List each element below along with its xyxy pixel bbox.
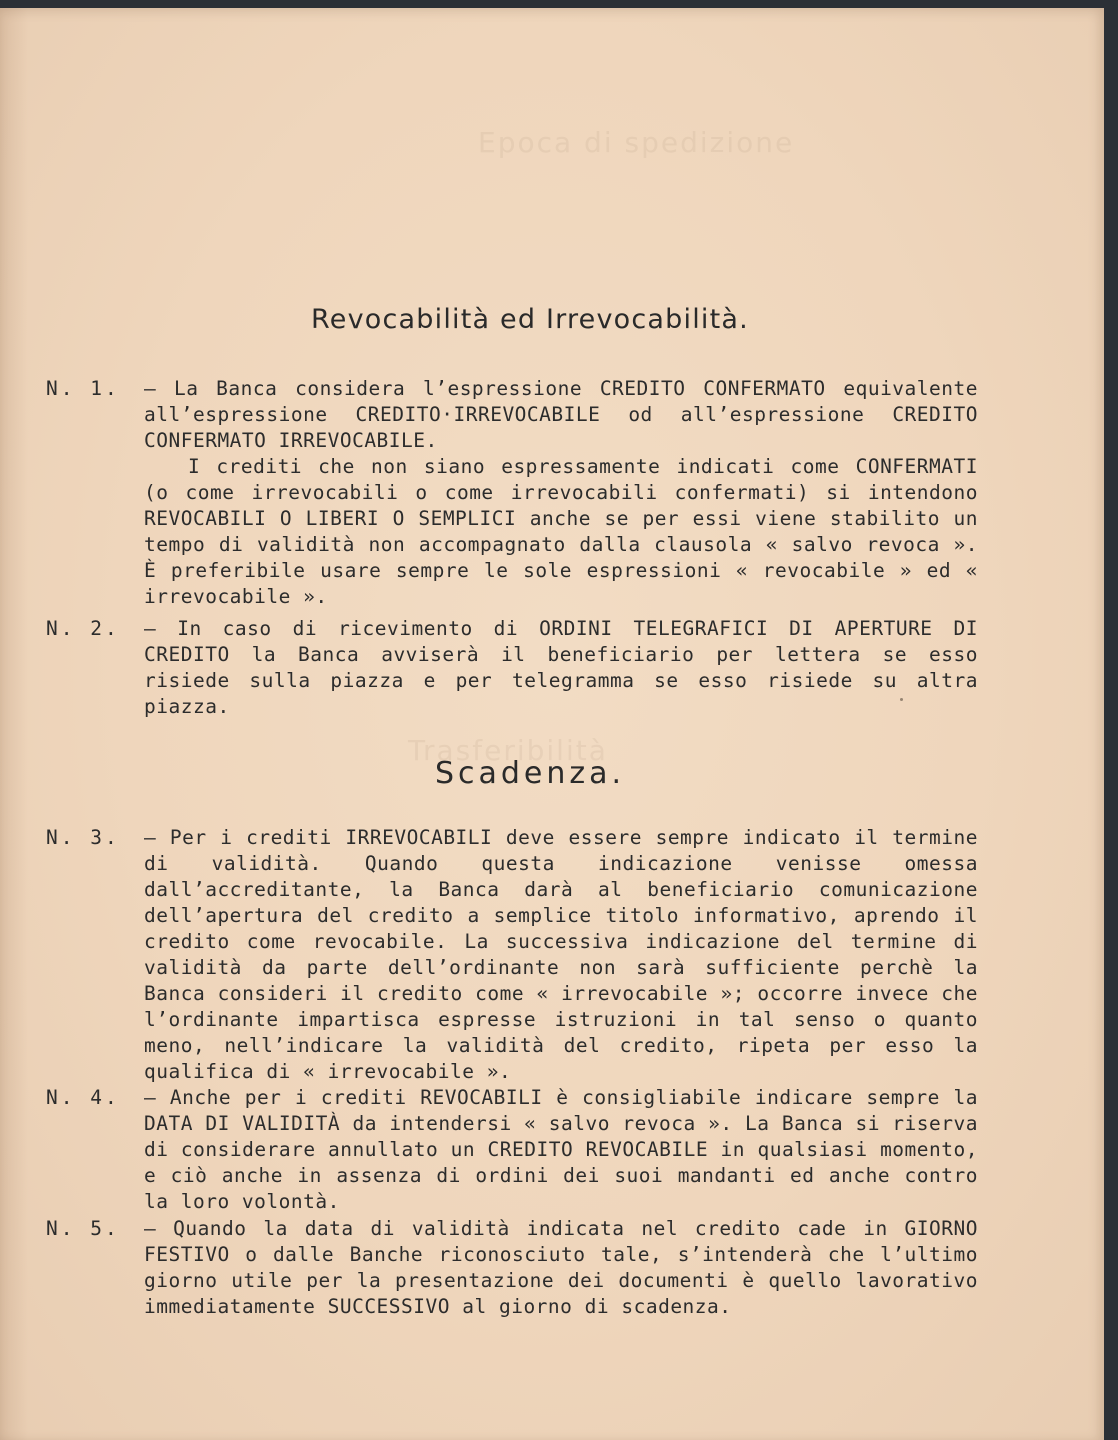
section-heading-revocabilita: Revocabilità ed Irrevocabilità. — [311, 304, 749, 335]
paragraph-n1 — [0, 376, 1104, 454]
paragraph-n5 — [0, 1216, 1104, 1320]
paragraph-text: — In caso di ricevimento di ORDINI TELEGRAFICI DI APERTURE DI CREDITO la Banca avviserà il beneficiario per lettera se esso risiede sulla piazza e per telegramma se esso risiede su altra piazza. — [144, 617, 978, 718]
paragraph-n3 — [0, 825, 1104, 1085]
bleed-through-heading-middle: Trasferibilità — [408, 734, 608, 767]
paragraph-text: — Per i crediti IRREVOCABILI deve essere sempre indicato il termine di validità. Quando questa indicazione venisse omessa dall’accreditante, la Banca darà al beneficiario comunicazione dell’apertura del credito a semplice titolo informativo, aprendo il credito come revocabile. La successiva indicazione del termine di validità da parte dell’ordinante non sarà sufficiente perchè la Banca consideri il credito come « irrevocabile »; occorre invece che l’ordinante impartisca espresse istruzioni in tal senso o quanto meno, nell’indicare la validità del credito, ripeta per esso la qualifica di « irrevocabile ». — [144, 826, 978, 1083]
bleed-through-heading-top: Epoca di spedizione — [478, 126, 795, 159]
paragraph-text: — Anche per i crediti REVOCABILI è consigliabile indicare sempre la DATA DI VALIDITÀ da intendersi « salvo revoca ». La Banca si riserva di considerare annullato un CREDITO REVOCABILE in qualsiasi momento, e ciò anche in assenza di ordini dei suoi mandanti ed anche contro la loro volontà. — [144, 1086, 978, 1213]
paragraph-number: N. 3. — [46, 826, 120, 849]
paragraph-text: — Quando la data di validità indicata nel credito cade in GIORNO FESTIVO o dalle Banche riconosciuto tale, s’intenderà che l’ultimo giorno utile per la presentazione dei documenti è quello lavorativo immediatamente SUCCESSIVO al giorno di scadenza. — [144, 1217, 978, 1318]
paragraph-n1-continuation: I crediti che non siano espressamente indicati come CONFERMATI (o come irrevocabili o come irrevocabili confermati) si intendono REVOCABILI O LIBERI O SEMPLICI anche se per essi viene stabilito un tempo di validità non accompagnato dalla clausola « salvo revoca ». È preferibile usare sempre le sole espressioni « revocabile » ed « irrevocabile ». — [144, 455, 978, 608]
paragraph-number: N. 1. — [46, 377, 120, 400]
paragraph-text: — La Banca considera l’espressione CREDITO CONFERMATO equivalente all’espressione CREDITO·IRREVOCABILE od all’espressione CREDITO CONFERMATO IRREVOCABILE. — [144, 377, 978, 452]
paragraph-number: N. 4. — [46, 1086, 120, 1109]
paragraph-number: N. 5. — [46, 1217, 120, 1240]
paragraph-n4 — [0, 1085, 1104, 1215]
paragraph-n2 — [0, 616, 1104, 720]
document-page — [0, 8, 1104, 1440]
paragraph-number: N. 2. — [46, 617, 120, 640]
ink-speck — [900, 698, 903, 701]
section-heading-scadenza: Scadenza. — [434, 756, 626, 791]
